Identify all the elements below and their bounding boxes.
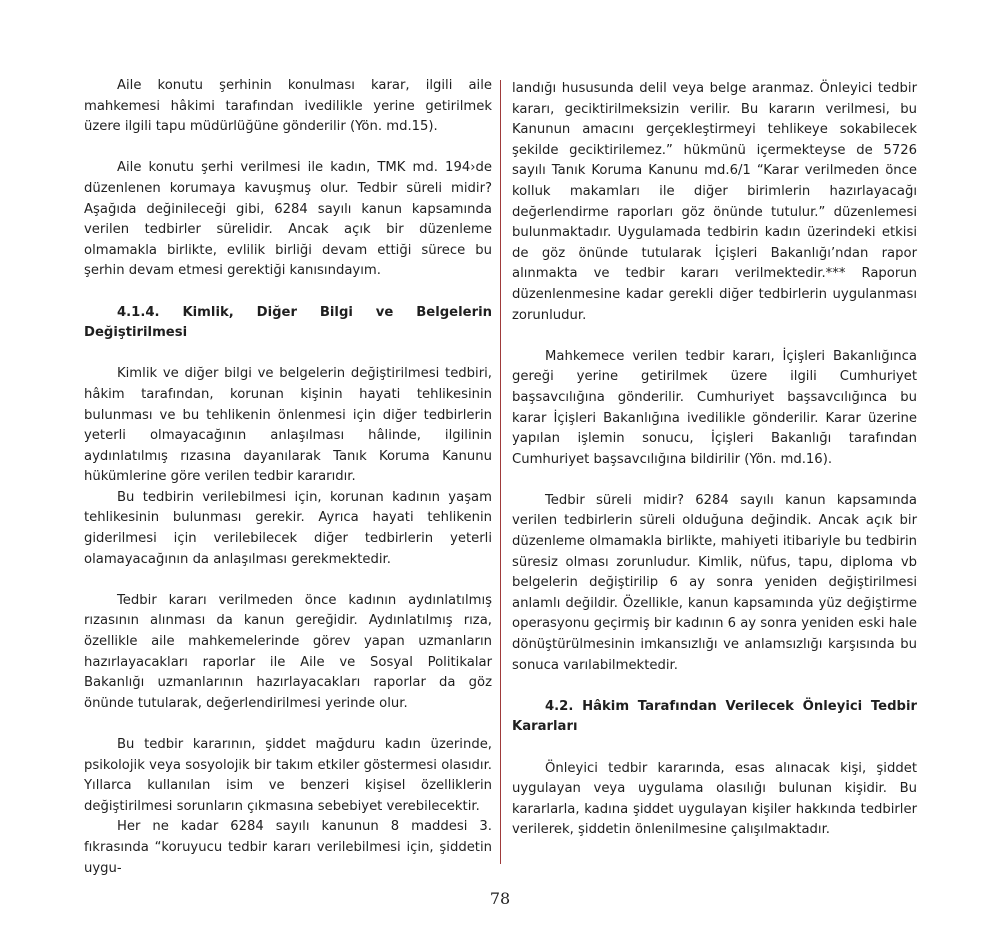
right-column (512, 79, 917, 841)
paragraph: Bu tedbirin verilebilmesi için, korunan kadının yaşam tehlikesinin bulunması gerekir. Ayrıca hayati tehlikenin giderilmesi için verilebilecek diğer tedbirlerin yeterli olamayacağının da anlaşılması gerekmektedir. (84, 489, 492, 567)
paragraph: Tedbir kararı verilmeden önce kadının aydınlatılmış rızasının alınması da kanun gereğidir. Aydınlatılmış rıza, özellikle aile mahkemelerinde görev yapan uzmanların hazırlayacakları raporlar ile Aile ve Sosyal Politikalar Bakanlığı uzmanlarının hazırlayacakları raporlar da göz önünde tutularak, değerlendirilmesi yerinde olur. (84, 592, 492, 711)
paragraph: Önleyici tedbir kararında, esas alınacak kişi, şiddet uygulayan veya uygulama olasılığı bulunan kişidir. Bu kararlarla, kadına şiddet uygulayan kişiler hakkında tedbirler verilerek, şiddetin önlenilmesine çalışılmaktadır. (512, 760, 917, 838)
paragraph: Kimlik ve diğer bilgi ve belgelerin değiştirilmesi tedbiri, hâkim tarafından, korunan kişinin hayati tehlikesinin bulunması ve bu tehlikenin önlenmesi için diğer tedbirlerin yeterli olmayacağının anlaşılması hâlinde, ilgilinin aydınlatılmış rızasına dayanılarak Tanık Koruma Kanunu hükümlerine göre verilen tedbir kararıdır. (84, 366, 492, 485)
column-divider (500, 80, 501, 864)
paragraph: landığı hususunda delil veya belge aranmaz. Önleyici tedbir kararı, geciktirilmeksizin verilir. Bu kararın verilmesi, bu Kanunun amacını gerçekleştirmeyi tehlikeye sokabilecek şekilde geciktirilemez.” hükmünü içermekteyse de 5726 sayılı Tanık Koruma Kanunu md.6/1 “Karar verilmeden önce kolluk makamları ile diğer birimlerin hazırlayacağı değerlendirme raporları göz önünde tutulur.” düzenlemesi bulunmaktadır. Uygulamada tedbirin kadın üzerindeki etkisi de göz önünde tutularak İçişleri Bakanlığı’ndan rapor alınmakta ve tedbir kararı verilmektedir.*** Raporun düzenlenmesine kadar gerekli diğer tedbirlerin uygulanması zorunludur. (512, 81, 917, 323)
section-heading: 4.2. Hâkim Tarafından Verilecek Önleyici Tedbir Kararları (512, 698, 917, 735)
section-heading: 4.1.4. Kimlik, Diğer Bilgi ve Belgelerin Değiştirilmesi (84, 304, 492, 341)
paragraph: Aile konutu şerhi verilmesi ile kadın, TMK md. 194›de düzenlenen korumaya kavuşmuş olur. Tedbir süreli midir? Aşağıda değinileceği gibi, 6284 sayılı kanun kapsamında verilen tedbirler sürelidir. Ancak açık bir düzenleme olmamakla birlikte, evlilik birliği devam ettiği sürece bu şerhin devam etmesi gerektiği kanısındayım. (84, 160, 492, 279)
paragraph: Mahkemece verilen tedbir kararı, İçişleri Bakanlığınca gereği yerine getirilmek üzere ilgili Cumhuriyet başsavcılığına gönderilir. Cumhuriyet başsavcılığınca bu karar İçişleri Bakanlığına ivedilikle gönderilir. Karar üzerine yapılan işlemin sonucu, İçişleri Bakanlığı tarafından Cumhuriyet başsavcılığına bildirilir (Yön. md.16). (512, 348, 917, 467)
paragraph: Tedbir süreli midir? 6284 sayılı kanun kapsamında verilen tedbirlerin süreli olduğuna değindik. Ancak açık bir düzenleme olmamakla birlikte, mahiyeti itibariyle bu tedbirin süresiz olması zorunludur. Kimlik, nüfus, tapu, diploma vb belgelerin değiştirilip 6 ay sonra yeniden değiştirilmesi anlamlı değildir. Özellikle, kanun kapsamında yüz değiştirme operasyonu geçirmiş bir kadının 6 ay sonra yeniden eski hale dönüştürülmesinin imkansızlığı ve anlamsızlığı karşısında bu sonuca varılabilmektedir. (512, 492, 917, 673)
paragraph: Bu tedbir kararının, şiddet mağduru kadın üzerinde, psikolojik veya sosyolojik bir takım etkiler göstermesi olasıdır. Yıllarca kullanılan isim ve benzeri kişisel özelliklerin değiştirilmesi sorunların çıkmasına sebebiyet verebilecektir. (84, 737, 492, 814)
page-number: 78 (489, 889, 511, 908)
left-column (84, 76, 492, 879)
paragraph: Her ne kadar 6284 sayılı kanunun 8 maddesi 3. fıkrasında “koruyucu tedbir kararı verilebilmesi için, şiddetin uygu- (84, 819, 492, 876)
paragraph: Aile konutu şerhinin konulması karar, ilgili aile mahkemesi hâkimi tarafından ivedilikle yerine getirilmek üzere ilgili tapu müdürlüğüne gönderilir (Yön. md.15). (84, 78, 492, 135)
